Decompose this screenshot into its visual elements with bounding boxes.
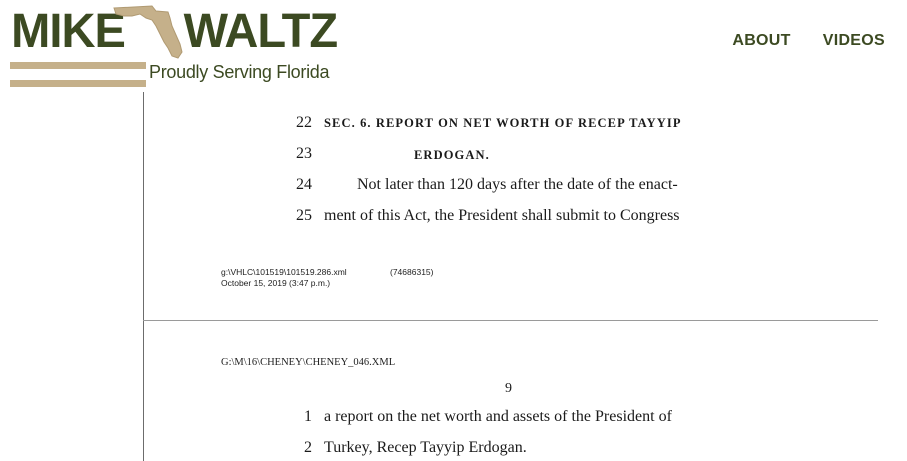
line-number: 22	[296, 114, 312, 131]
line-number: 25	[296, 207, 312, 224]
line-number: 23	[296, 145, 312, 162]
logo-last-name: WALTZ	[183, 5, 338, 58]
bill-text-line: ment of this Act, the President shall submit to Congress	[324, 207, 680, 224]
page-break-divider	[143, 320, 878, 321]
line-number: 2	[304, 439, 312, 456]
bill-text-line: a report on the net worth and assets of the President of	[324, 408, 672, 425]
florida-state-icon	[112, 2, 186, 60]
logo-tagline: Proudly Serving Florida	[149, 62, 330, 82]
bill-document-image	[0, 92, 907, 461]
page-left-edge	[143, 92, 144, 461]
bill-text-line: Turkey, Recep Tayyip Erdogan.	[324, 439, 527, 456]
section-heading-continued: ERDOGAN.	[414, 148, 490, 162]
site-header	[0, 0, 907, 92]
nav-link-videos[interactable]: VIDEOS	[822, 32, 885, 49]
logo-stripe-bottom	[10, 80, 146, 87]
section-heading-line: SEC. 6. REPORT ON NET WORTH OF RECEP TAYYIP	[324, 116, 682, 130]
nav-link-about[interactable]: ABOUT	[732, 32, 791, 49]
site-logo[interactable]	[0, 0, 350, 92]
line-number: 24	[296, 176, 312, 193]
footer-timestamp: October 15, 2019 (3:47 p.m.)	[221, 278, 331, 288]
footer-doc-id: (74686315)	[390, 267, 434, 277]
page-number: 9	[505, 381, 512, 396]
page-file-path: G:\M\16\CHENEY\CHENEY_046.XML	[221, 357, 396, 368]
main-nav	[704, 30, 885, 52]
bill-text-line: Not later than 120 days after the date of the enact-	[357, 176, 678, 193]
footer-xml-path: g:\VHLC\101519\101519.286.xml	[221, 267, 347, 277]
logo-first-name: MIKE	[11, 5, 125, 58]
line-number: 1	[304, 408, 312, 425]
logo-stripe-top	[10, 62, 146, 69]
